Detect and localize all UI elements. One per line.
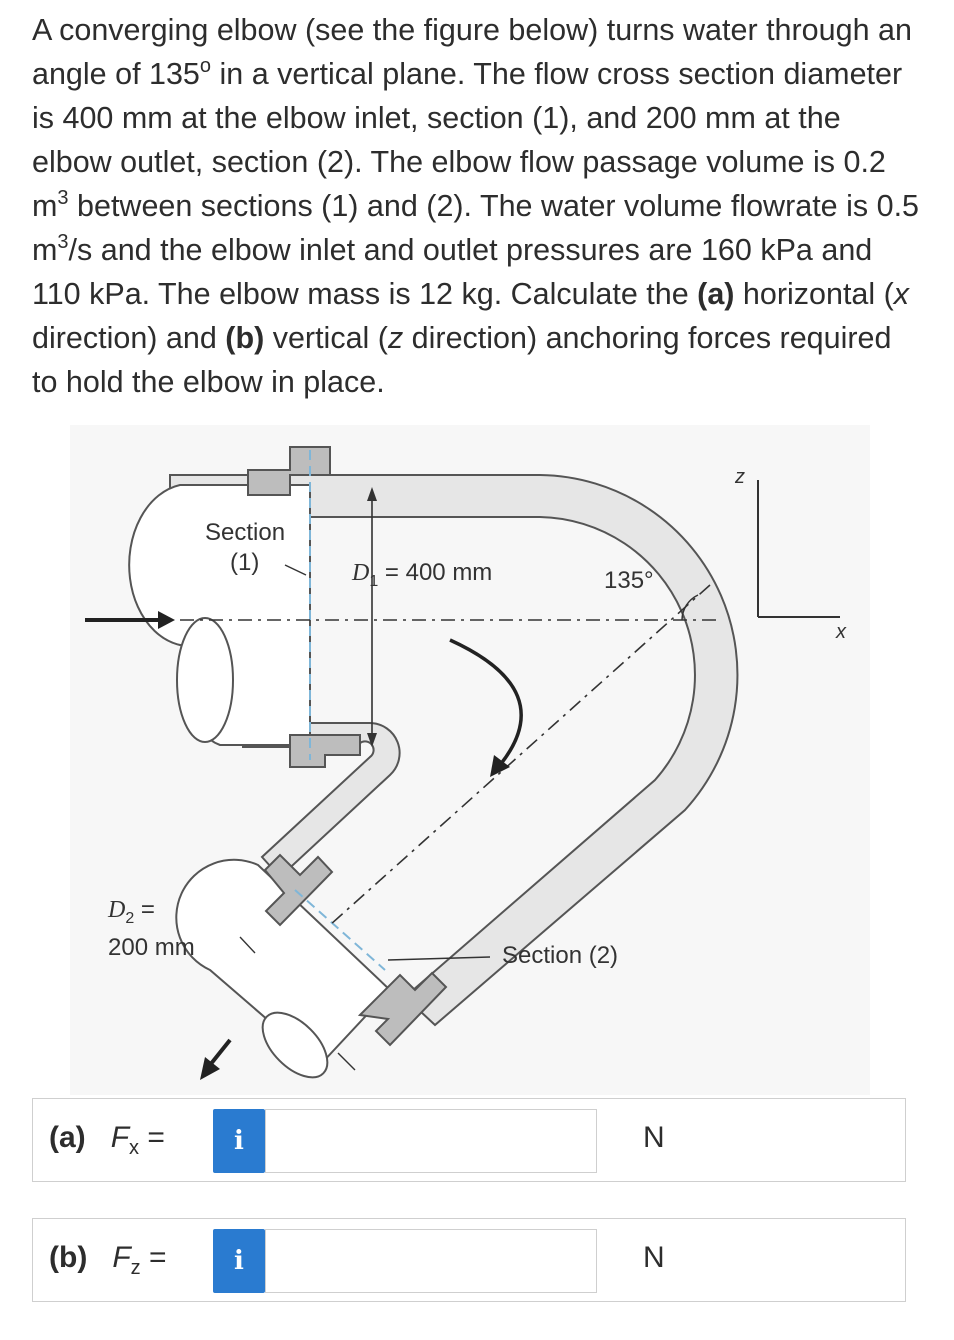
unit-label-b: N bbox=[643, 1241, 665, 1274]
answer-b-label: (b) $F_z$ = bbox=[49, 1241, 167, 1279]
angle-label: 135° bbox=[604, 567, 654, 594]
elbow-figure bbox=[70, 425, 870, 1095]
answer-a-label: (a) $F_x$ = bbox=[49, 1121, 165, 1159]
section1-label-line1: Section bbox=[205, 519, 286, 546]
answer-input-b[interactable] bbox=[265, 1229, 597, 1293]
problem-statement: A converging elbow (see the figure below) turns water through an angle of 135$^o$ in a vertical plane. The flow cross section diameter is 400 mm at the elbow inlet, section (1), and 200 mm at the elbow outlet, section (2). The elbow flow passage volume is 0.2 $m^3$ between sections (1) and (2). The water volume flowrate is 0.5 $m^3/s$ and the elbow inlet and outlet pressures are 160 kPa and 110 kPa. The elbow mass is 12 kg. Calculate the (a) horizontal (x direction) and (b) vertical (z direction) anchoring forces required to hold the elbow in place. bbox=[32, 13, 920, 399]
x-axis-label: x bbox=[836, 621, 846, 643]
answer-row-b bbox=[32, 1218, 906, 1302]
info-button-a[interactable]: i bbox=[213, 1109, 265, 1173]
d1-label: $D_1 = 400$ mm bbox=[352, 559, 493, 590]
elbow-diagram bbox=[70, 425, 870, 1095]
unit-label-a: N bbox=[643, 1121, 665, 1154]
section1-label-line2: (1) bbox=[230, 549, 260, 576]
answer-input-a[interactable] bbox=[265, 1109, 597, 1173]
d2-label: $D_2$ = bbox=[108, 896, 155, 927]
inlet-opening bbox=[177, 618, 233, 742]
d2-value: 200 mm bbox=[108, 934, 195, 961]
answer-row-a bbox=[32, 1098, 906, 1182]
info-button-b[interactable]: i bbox=[213, 1229, 265, 1293]
section2-label: Section (2) bbox=[502, 942, 619, 969]
z-axis-label: z bbox=[735, 466, 745, 488]
